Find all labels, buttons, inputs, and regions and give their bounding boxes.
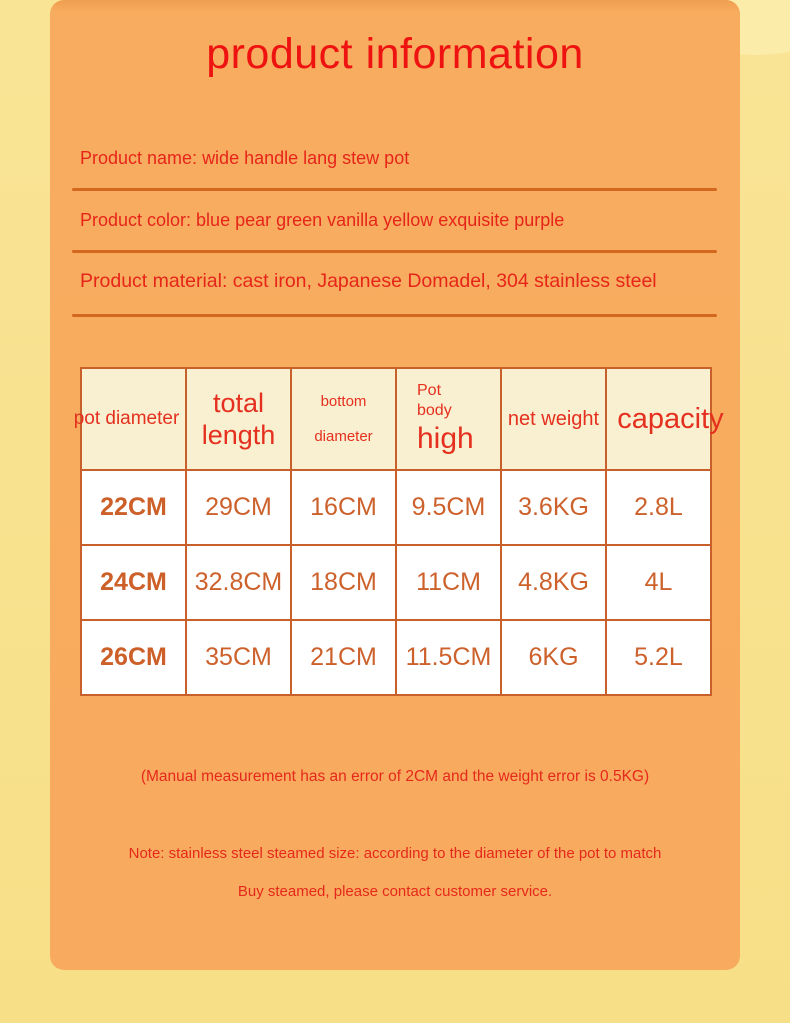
cell-bottom-diameter: 21CM [291,620,396,695]
cell-pot-body-high: 9.5CM [396,470,501,545]
divider [72,314,717,317]
product-material-text: Product material: cast iron, Japanese Domadel, 304 stainless steel [80,270,657,292]
cell-bottom-diameter: 18CM [291,545,396,620]
cell-pot-diameter: 22CM [81,470,186,545]
cell-pot-body-high: 11CM [396,545,501,620]
cell-net-weight: 6KG [501,620,606,695]
cell-total-length: 29CM [186,470,291,545]
cell-net-weight: 4.8KG [501,545,606,620]
table-row [81,470,711,545]
header-pot-diameter: pot diameter [81,368,186,470]
cell-net-weight: 3.6KG [501,470,606,545]
cell-pot-diameter: 26CM [81,620,186,695]
product-info-card [50,0,740,970]
table-header-row [81,368,711,470]
cell-bottom-diameter: 16CM [291,470,396,545]
steamer-note-line1: Note: stainless steel steamed size: according to the diameter of the pot to match [128,845,662,862]
cell-total-length: 35CM [186,620,291,695]
header-bottom-diameter: bottom diameter [291,368,396,470]
cell-pot-diameter: 24CM [81,545,186,620]
cell-pot-body-high: 11.5CM [396,620,501,695]
product-color-text: Product color: blue pear green vanilla yellow exquisite purple [80,210,565,230]
spec-table-header [73,368,724,470]
page-title: product information [206,30,584,78]
product-name-text: Product name: wide handle lang stew pot [80,148,410,168]
cell-capacity: 4L [606,545,711,620]
spec-table [73,367,724,696]
header-total-length: total length [186,368,291,470]
header-pot-body-high: Pot body high [396,368,501,470]
header-capacity: capacity [606,368,711,470]
table-row [81,620,711,695]
cell-capacity: 2.8L [606,470,711,545]
table-row [81,545,711,620]
cell-total-length: 32.8CM [186,545,291,620]
header-net-weight: net weight [501,368,606,470]
measurement-error-note: (Manual measurement has an error of 2CM and the weight error is 0.5KG) [140,768,650,785]
divider [72,250,717,253]
steamer-note-line2: Buy steamed, please contact customer service. [237,883,553,900]
divider [72,188,717,191]
spec-table-body [81,470,711,695]
cell-capacity: 5.2L [606,620,711,695]
